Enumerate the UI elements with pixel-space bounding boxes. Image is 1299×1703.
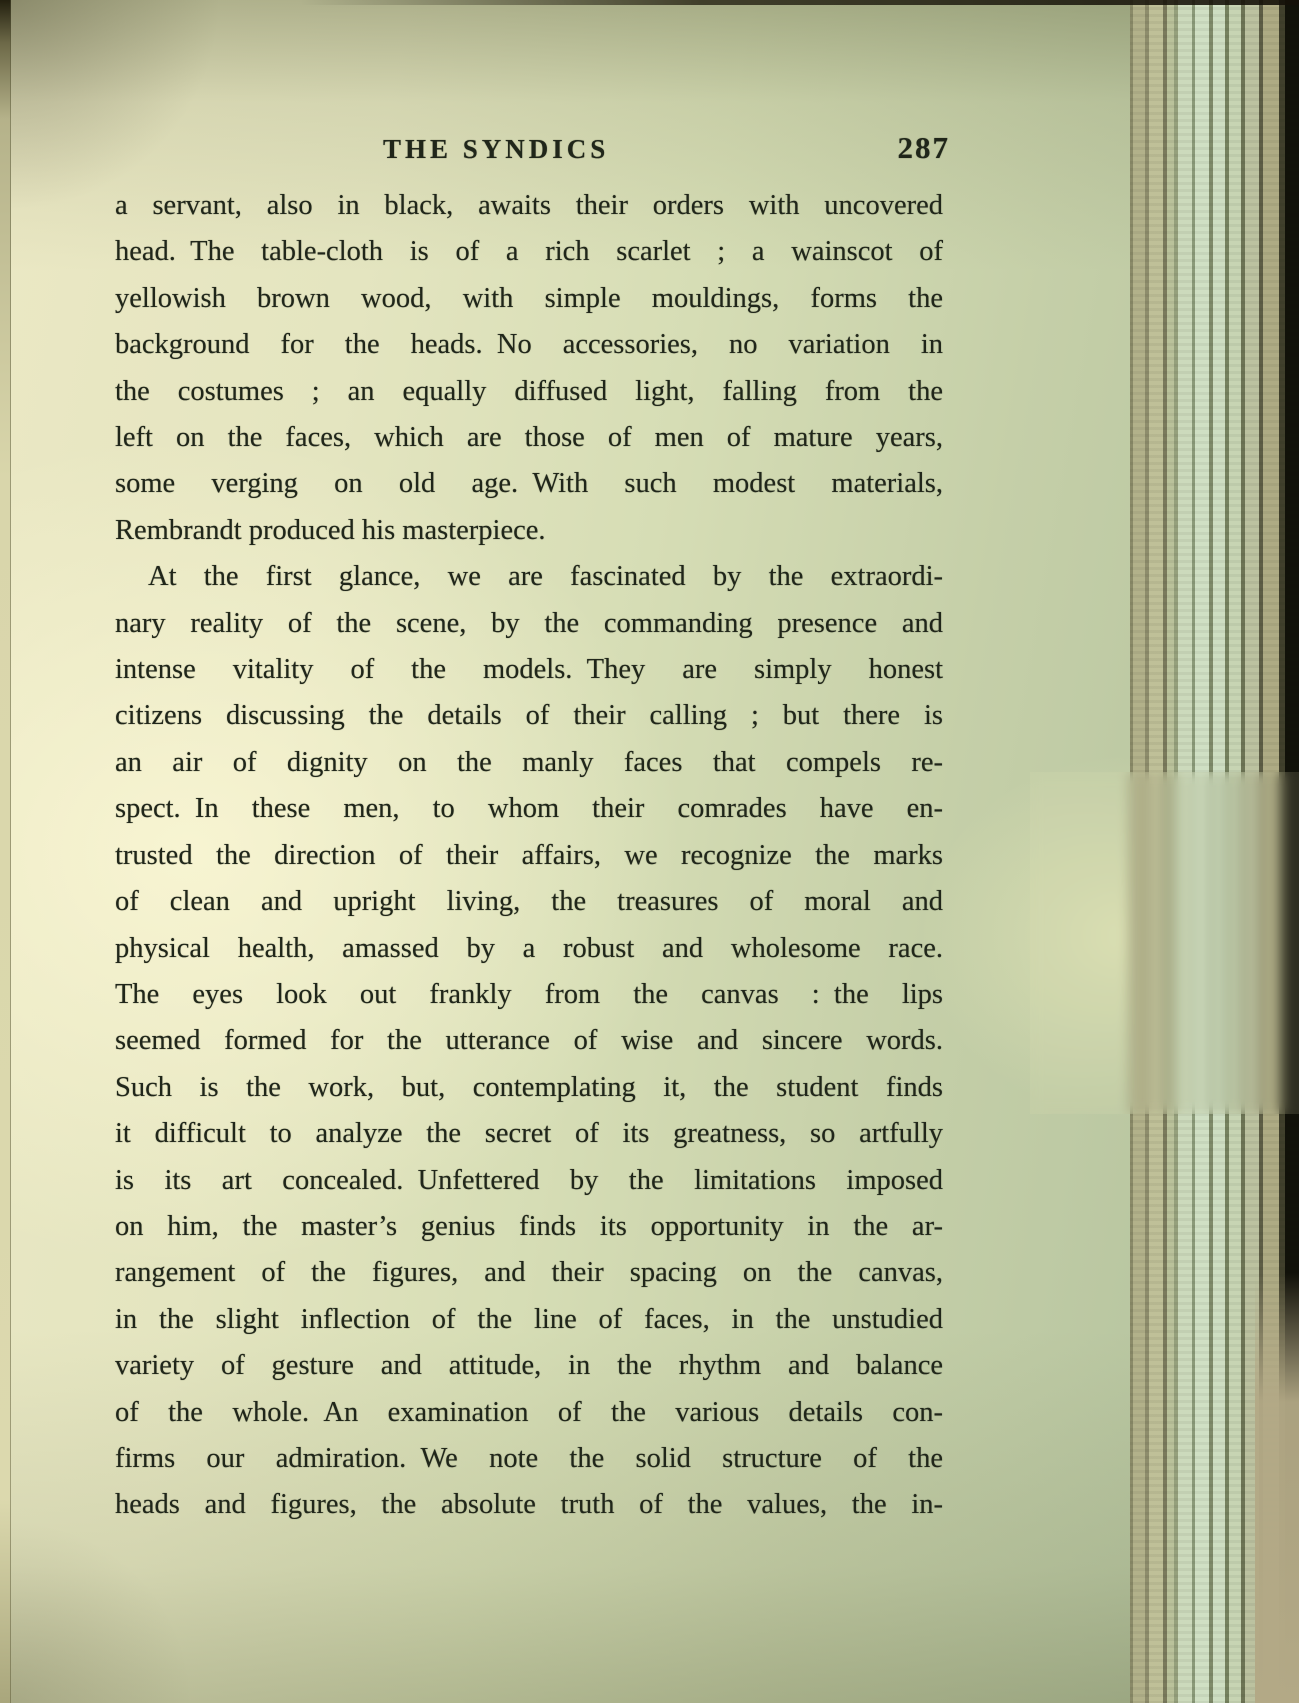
text-line: it difficult to analyze the secret of its greatness, so artfully <box>115 1118 943 1150</box>
book-gutter-edge <box>0 0 11 1703</box>
text-line: firms our admiration. We note the solid structure of the <box>115 1442 943 1474</box>
text-line: Rembrandt produced his masterpiece. <box>115 514 546 546</box>
text-line: background for the heads. No accessories, no variation in <box>115 329 943 361</box>
text-line: on him, the master’s genius finds its opportunity in the ar- <box>115 1210 943 1242</box>
motion-blur-region <box>1030 772 1299 1114</box>
page-number: 287 <box>897 130 950 165</box>
text-line: is its art concealed. Unfettered by the limitations imposed <box>115 1164 943 1196</box>
text-line: spect. In these men, to whom their comrades have en- <box>115 793 943 825</box>
text-line: seemed formed for the utterance of wise and sincere words. <box>115 1025 943 1057</box>
running-head-title: THE SYNDICS <box>383 134 610 164</box>
text-line: yellowish brown wood, with simple mouldings, forms the <box>115 282 943 314</box>
text-line: trusted the direction of their affairs, we recognize the marks <box>115 839 943 871</box>
text-line: citizens discussing the details of their calling ; but there is <box>115 700 943 732</box>
text-line: The eyes look out frankly from the canvas : the lips <box>115 978 943 1010</box>
text-line: a servant, also in black, awaits their orders with uncovered <box>115 190 943 221</box>
text-line: head. The table-cloth is of a rich scarlet ; a wainscot of <box>115 236 943 268</box>
top-shadow-edge <box>300 0 1299 5</box>
text-line: of the whole. An examination of the various details con- <box>115 1396 943 1428</box>
text-line: nary reality of the scene, by the commanding presence and <box>115 607 943 639</box>
running-head <box>115 130 950 176</box>
text-line: in the slight inflection of the line of faces, in the unstudied <box>115 1303 943 1335</box>
text-line: At the first glance, we are fascinated by the extraordi- <box>148 561 943 593</box>
text-line: Such is the work, but, contemplating it, the student finds <box>115 1071 943 1103</box>
text-line: variety of gesture and attitude, in the rhythm and balance <box>115 1350 943 1382</box>
book-page <box>10 0 1130 1703</box>
text-line: intense vitality of the models. They are simply honest <box>115 654 943 686</box>
text-line: of clean and upright living, the treasures of moral and <box>115 886 943 918</box>
text-line: some verging on old age. With such modest materials, <box>115 468 943 500</box>
text-line: physical health, amassed by a robust and wholesome race. <box>115 932 943 964</box>
text-line: the costumes ; an equally diffused light, falling from the <box>115 375 943 407</box>
text-line: left on the faces, which are those of men of mature years, <box>115 422 943 454</box>
page-body <box>115 183 943 1529</box>
text-line: rangement of the figures, and their spacing on the canvas, <box>115 1257 943 1289</box>
text-line: heads and figures, the absolute truth of the values, the in- <box>115 1489 943 1521</box>
text-line: an air of dignity on the manly faces that compels re- <box>115 746 943 778</box>
